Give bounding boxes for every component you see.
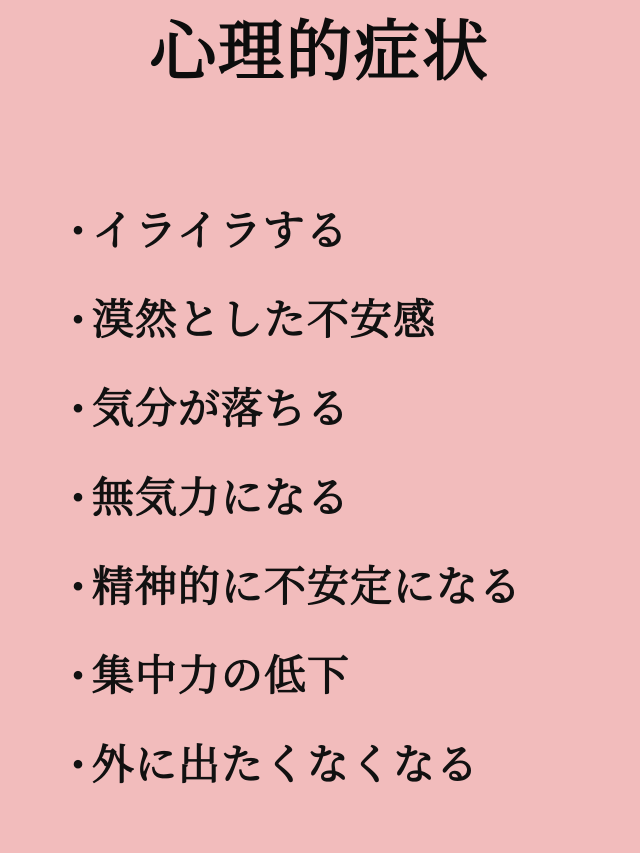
- list-item-label: 無気力になる: [92, 473, 351, 522]
- list-item-label: イライラする: [92, 206, 349, 255]
- list-item-label: 気分が落ちる: [92, 384, 351, 433]
- list-item: [58, 740, 616, 789]
- list-item: [58, 295, 616, 344]
- bullet-icon: ・: [58, 742, 99, 789]
- list-item: [58, 384, 616, 433]
- list-item: [58, 206, 616, 255]
- bullet-icon: ・: [58, 208, 99, 255]
- list-item: [58, 562, 616, 611]
- list-item-label: 漠然とした不安感: [92, 295, 437, 344]
- list-item-label: 精神的に不安定になる: [92, 562, 523, 611]
- bullet-icon: ・: [58, 297, 99, 344]
- bullet-icon: ・: [58, 564, 99, 611]
- list-item: [58, 651, 616, 700]
- list-item: [58, 473, 616, 522]
- list-item-label: 外に出たくなくなる: [92, 740, 480, 789]
- bullet-icon: ・: [58, 475, 99, 522]
- bullet-icon: ・: [58, 386, 99, 433]
- page-title: 心理的症状: [150, 12, 490, 90]
- symptom-list: [58, 206, 616, 833]
- list-item-label: 集中力の低下: [92, 651, 351, 700]
- bullet-icon: ・: [58, 653, 99, 700]
